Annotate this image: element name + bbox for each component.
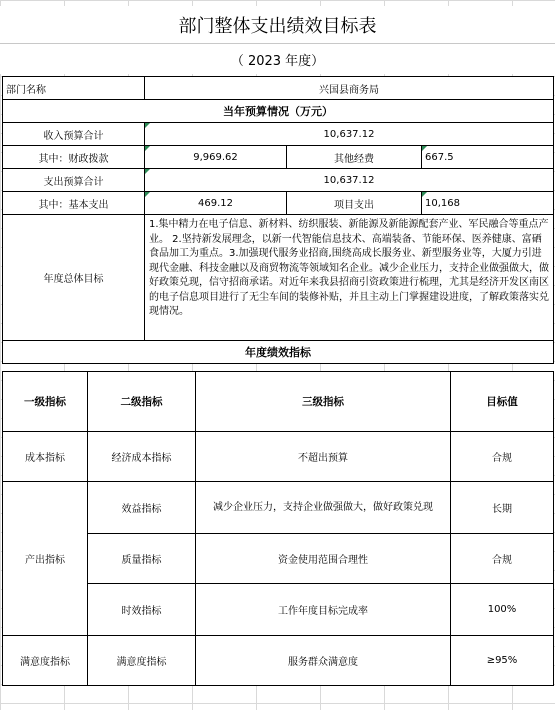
expense-split-label[interactable]: 其中：基本支出 [3, 192, 145, 215]
table-row [3, 432, 554, 482]
satisfaction-level3[interactable]: 服务群众满意度 [196, 636, 451, 686]
dept-label-cell[interactable] [3, 77, 145, 100]
cost-level1[interactable]: 成本指标 [3, 432, 88, 482]
expense-total-value[interactable]: 10,637.12 [145, 169, 554, 192]
page-title: 部门整体支出绩效目标表 [0, 6, 555, 44]
output-level2[interactable]: 效益指标 [88, 482, 196, 534]
header-level1[interactable]: 一级指标 [3, 372, 88, 432]
header-level3[interactable]: 三级指标 [196, 372, 451, 432]
basic-expense-value[interactable]: 469.12 [145, 192, 287, 215]
annual-goal-label[interactable]: 年度总体目标 [3, 215, 145, 341]
output-level1[interactable]: 产出指标 [3, 482, 88, 636]
income-total-label[interactable]: 收入预算合计 [3, 123, 145, 146]
dept-label: 部门名称 [6, 84, 46, 96]
cost-target[interactable]: 合规 [451, 432, 554, 482]
output-level2[interactable]: 时效指标 [88, 584, 196, 636]
income-total-value[interactable]: 10,637.12 [145, 123, 554, 146]
expense-split-row [3, 192, 554, 215]
income-split-label[interactable]: 其中：财政拨款 [3, 146, 145, 169]
header-level2[interactable]: 二级指标 [88, 372, 196, 432]
output-target[interactable]: 100% [451, 584, 554, 636]
other-funds-value[interactable]: 667.5 [422, 146, 554, 169]
budget-info-table [2, 76, 554, 364]
other-funds-label[interactable]: 其他经费 [287, 146, 422, 169]
perf-header-row [3, 372, 554, 432]
satisfaction-level1[interactable]: 满意度指标 [3, 636, 88, 686]
perf-section-title[interactable]: 年度绩效指标 [3, 341, 554, 364]
fiscal-appropriation-value[interactable]: 9,969.62 [145, 146, 287, 169]
dept-row [3, 77, 554, 100]
header-target[interactable]: 目标值 [451, 372, 554, 432]
satisfaction-level2[interactable]: 满意度指标 [88, 636, 196, 686]
cost-level3[interactable]: 不超出预算 [196, 432, 451, 482]
output-level2[interactable]: 质量指标 [88, 534, 196, 584]
expense-total-label[interactable]: 支出预算合计 [3, 169, 145, 192]
dept-value: 兴国县商务局 [319, 84, 379, 96]
dept-value-cell[interactable] [145, 77, 554, 100]
project-expense-label[interactable]: 项目支出 [287, 192, 422, 215]
annual-goal-text[interactable]: 1.集中精力在电子信息、新材料、纺织服装、新能源及新能源配套产业、军民融合等重点产业。 2.坚持新发展理念，以新一代智能信息技术、高端装备、节能环保、医养健康、富硒食品加工为重点。3.加强现代服务业招商,围绕高成长服务业、新型服务业等，大厦力引进现代金融、科技金融以及商贸物流等领域知名企业。减少企业压力，支持企业做强做大，做好政策兑现，信守招商承诺。对近年来我县招商引资政策进行梳理，尤其是经济开发区南区的电子信息项目进行了无尘车间的装修补贴，并且主动上门掌握建设进度，了解政策落实兑现情况。 [145, 215, 554, 341]
project-expense-value[interactable]: 10,168 [422, 192, 554, 215]
perf-section-row [3, 341, 554, 364]
budget-section-title[interactable]: 当年预算情况（万元） [3, 100, 554, 123]
income-split-row [3, 146, 554, 169]
table-row [3, 636, 554, 686]
year-line: （ 2023 年度） [0, 44, 555, 74]
income-total-row [3, 123, 554, 146]
output-level3[interactable]: 工作年度目标完成率 [196, 584, 451, 636]
table-row [3, 482, 554, 534]
output-level3[interactable]: 减少企业压力，支持企业做强做大，做好政策兑现 [196, 482, 451, 534]
output-level3[interactable]: 资金使用范围合理性 [196, 534, 451, 584]
output-target[interactable]: 长期 [451, 482, 554, 534]
satisfaction-target[interactable]: ≥95% [451, 636, 554, 686]
output-target[interactable]: 合规 [451, 534, 554, 584]
annual-goal-row [3, 215, 554, 341]
budget-section-row [3, 100, 554, 123]
performance-table [2, 371, 554, 686]
cost-level2[interactable]: 经济成本指标 [88, 432, 196, 482]
expense-total-row [3, 169, 554, 192]
